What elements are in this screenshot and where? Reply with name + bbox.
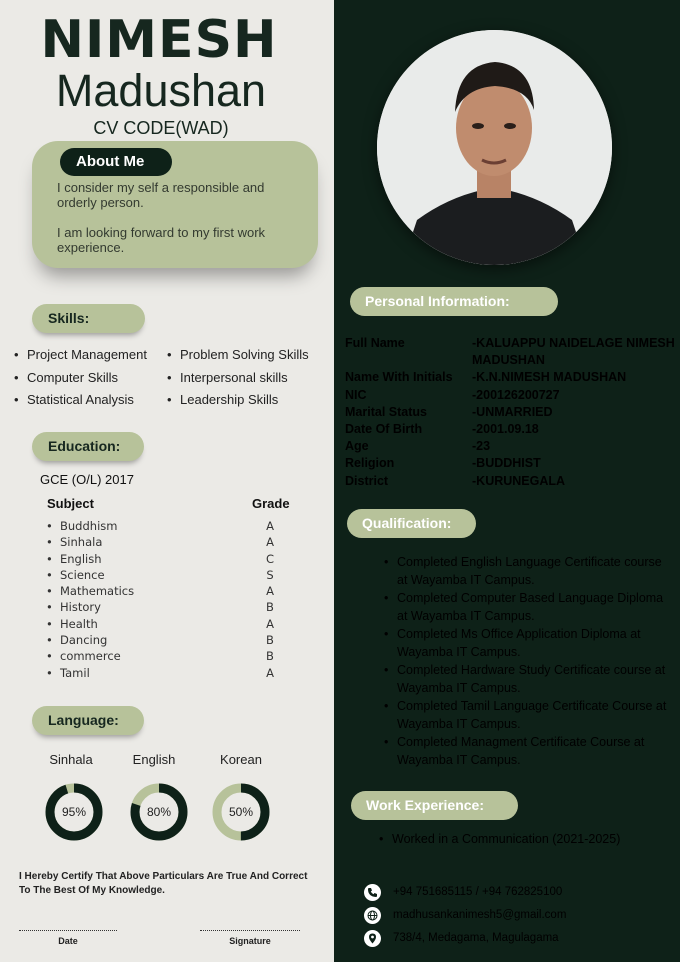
info-value: -UNMARRIED: [472, 404, 553, 419]
phone-text: +94 751685115 / +94 762825100: [393, 886, 563, 898]
info-labels: [345, 335, 453, 490]
grade-item: S: [266, 567, 274, 582]
date-label: Date: [58, 936, 78, 946]
qualification-item: • Completed English Language Certificate course at Wayamba IT Campus.: [384, 553, 669, 589]
address-text: 738/4, Medagama, Magulagama: [393, 932, 559, 944]
language-name: English: [132, 752, 176, 767]
grade-item: B: [266, 600, 274, 615]
info-label: Full Name: [345, 336, 405, 350]
skill-item: • Statistical Analysis: [14, 391, 147, 414]
grade-item: A: [266, 584, 274, 599]
about-title: About Me: [60, 148, 172, 176]
info-label: Date Of Birth: [345, 421, 423, 436]
about-paragraph: I consider my self a responsible and orderly person.: [57, 180, 265, 210]
language-name: Sinhala: [49, 752, 93, 767]
grade-item: B: [266, 633, 274, 648]
exam-title: GCE (O/L) 2017: [40, 472, 134, 487]
education-title: Education:: [32, 432, 144, 461]
info-label: Marital Status: [345, 404, 427, 419]
signature-line: [200, 930, 300, 931]
email-text: madhusankanimesh5@gmail.com: [393, 909, 567, 921]
subject-item: • Dancing: [46, 632, 134, 648]
skills-title: Skills:: [32, 304, 145, 333]
grade-item: A: [266, 665, 274, 680]
language-percent: 95%: [61, 805, 87, 819]
subject-item: • Mathematics: [46, 583, 134, 599]
subject-item: • English: [46, 551, 134, 567]
language-percent: 80%: [146, 805, 172, 819]
skill-item: • Project Management: [14, 346, 147, 369]
skill-item: • Interpersonal skills: [167, 369, 309, 392]
info-value: -K.N.NIMESH MADUSHAN: [472, 370, 627, 385]
skill-item: • Leadership Skills: [167, 391, 309, 414]
language-percent: 50%: [228, 805, 254, 819]
info-label: Name With Initials: [345, 370, 453, 385]
signature-label: Signature: [229, 936, 271, 946]
subject-list: [46, 518, 134, 681]
qualification-list: [384, 553, 669, 769]
subject-item: • History: [46, 599, 134, 615]
language-ring: [129, 782, 189, 842]
certification-text: I Hereby Certify That Above Particulars Are True And Correct To The Best Of My Knowledge.: [19, 871, 308, 896]
first-name: NIMESH: [40, 10, 278, 70]
grade-list: [262, 518, 278, 681]
profile-photo: [377, 30, 612, 265]
info-value: -BUDDHIST: [472, 456, 541, 471]
date-line: [19, 930, 117, 931]
info-values: [472, 335, 677, 490]
grade-header: Grade: [252, 496, 290, 511]
qualification-title: Qualification:: [347, 509, 476, 538]
info-value: -200126200727: [472, 387, 560, 402]
info-value: -KURUNEGALA: [472, 473, 566, 488]
qualification-item: • Completed Managment Certificate Course at Wayamba IT Campus.: [384, 733, 669, 769]
location-pin-icon: [364, 930, 381, 947]
skills-list: [167, 346, 309, 414]
qualification-item: • Completed Hardware Study Certificate course at Wayamba IT Campus.: [384, 661, 669, 697]
person-portrait: [377, 30, 612, 265]
qualification-item: • Completed Ms Office Application Diploma at Wayamba IT Campus.: [384, 625, 669, 661]
info-value: -2001.09.18: [472, 422, 539, 437]
language-ring: [211, 782, 271, 842]
phone-icon: [364, 884, 381, 901]
skill-item: • Problem Solving Skills: [167, 346, 309, 369]
about-text: [57, 180, 307, 270]
work-item: • Worked in a Communication (2021-2025): [379, 832, 620, 846]
grade-item: C: [265, 551, 275, 566]
subject-item: • Tamil: [46, 665, 134, 681]
grade-item: A: [266, 616, 274, 631]
grade-item: A: [266, 519, 274, 533]
globe-icon: [364, 907, 381, 924]
info-value: -KALUAPPU NAIDELAGE NIMESH MADUSHAN: [472, 336, 675, 368]
subject-item: • commerce: [46, 648, 134, 664]
subject-header: Subject: [47, 496, 94, 511]
about-paragraph: I am looking forward to my first work experience.: [57, 225, 266, 255]
grade-item: A: [266, 535, 274, 550]
personal-info-title: Personal Information:: [350, 287, 558, 316]
language-ring: [44, 782, 104, 842]
skills-list: [14, 346, 147, 414]
language-title: Language:: [32, 706, 144, 735]
info-label: Age: [345, 439, 369, 454]
subject-item: • Science: [46, 567, 134, 583]
skill-item: • Computer Skills: [14, 369, 147, 392]
qualification-item: • Completed Computer Based Language Diploma at Wayamba IT Campus.: [384, 589, 669, 625]
grade-item: B: [266, 649, 274, 664]
subject-item: • Health: [46, 616, 134, 632]
info-label: District: [345, 473, 389, 488]
info-value: -23: [472, 439, 491, 454]
work-experience-title: Work Experience:: [351, 791, 518, 820]
last-name: Madushan: [55, 65, 267, 116]
language-name: Korean: [220, 752, 262, 767]
info-label: NIC: [345, 387, 367, 402]
info-label: Religion: [345, 456, 395, 471]
qualification-item: • Completed Tamil Language Certificate Course at Wayamba IT Campus.: [384, 697, 669, 733]
subject-item: • Sinhala: [46, 534, 134, 550]
subject-item: • Buddhism: [46, 518, 134, 534]
cv-code: CV CODE(WAD): [93, 118, 229, 138]
